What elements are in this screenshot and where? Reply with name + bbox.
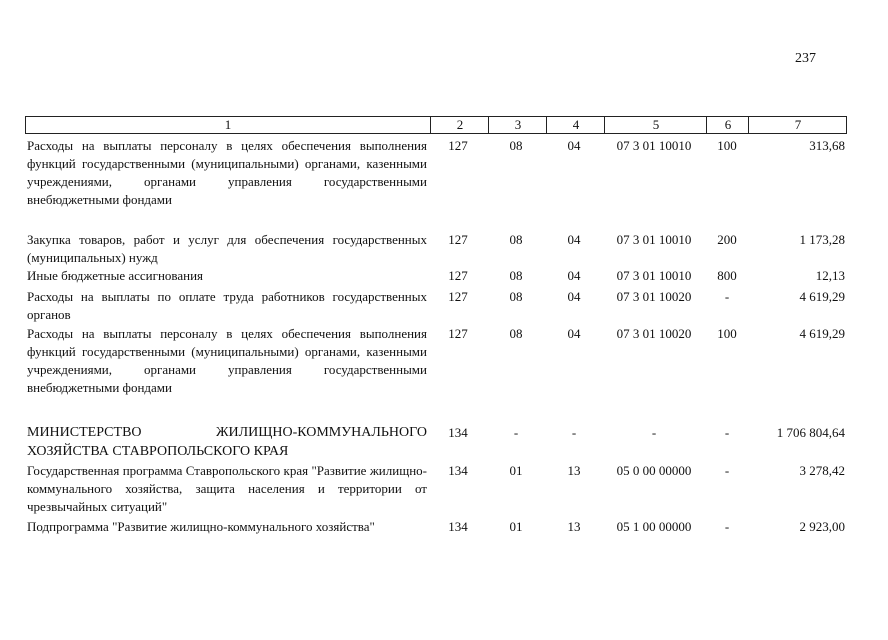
header-col-1: 1: [224, 117, 232, 132]
row-amount: 12,13: [815, 268, 845, 283]
header-col-4: 4: [546, 117, 605, 133]
row-section: -: [513, 425, 519, 440]
row-target-article: 07 3 01 10010: [616, 232, 692, 247]
row-section: 01: [509, 519, 523, 534]
row-section: 08: [509, 326, 523, 341]
row-description: Государственная программа Ставропольского края "Развитие жилищно-коммунального хозяйства, защита населения и территории от чрезвычайных ситуаций": [27, 463, 427, 514]
row-subsection: 13: [567, 519, 581, 534]
row-amount: 1 706 804,64: [776, 425, 845, 440]
row-subsection: 04: [567, 268, 581, 283]
row-amount: 1 173,28: [799, 232, 845, 247]
row-target-article: 05 1 00 00000: [616, 519, 692, 534]
header-col-7: 7: [748, 117, 847, 133]
row-subsection: 04: [567, 326, 581, 341]
page-number: 237: [795, 51, 816, 66]
row-amount: 2 923,00: [799, 519, 845, 534]
row-ministry-code: 127: [448, 268, 468, 283]
row-ministry-code: 134: [448, 463, 468, 478]
row-expense-type: 200: [717, 232, 737, 247]
row-amount: 4 619,29: [799, 289, 845, 304]
row-target-article: 05 0 00 00000: [616, 463, 692, 478]
row-target-article: 07 3 01 10010: [616, 138, 692, 153]
row-target-article: -: [651, 425, 657, 440]
row-target-article: 07 3 01 10020: [616, 289, 692, 304]
row-amount: 3 278,42: [799, 463, 845, 478]
table-header: [25, 116, 847, 134]
row-amount: 4 619,29: [799, 326, 845, 341]
row-target-article: 07 3 01 10010: [616, 268, 692, 283]
row-amount: 313,68: [809, 138, 845, 153]
row-expense-type: -: [724, 463, 730, 478]
row-subsection: -: [571, 425, 577, 440]
header-col-3: 3: [488, 117, 547, 133]
header-col-6: 6: [706, 117, 749, 133]
row-target-article: 07 3 01 10020: [616, 326, 692, 341]
header-col-5: 5: [604, 117, 707, 133]
row-description: Иные бюджетные ассигнования: [27, 268, 204, 283]
row-section: 08: [509, 289, 523, 304]
row-ministry-code: 134: [448, 425, 468, 440]
row-section: 01: [509, 463, 523, 478]
row-expense-type: -: [724, 519, 730, 534]
row-description: Расходы на выплаты по оплате труда работников государственных органов: [27, 289, 427, 322]
row-description: МИНИСТЕРСТВО ЖИЛИЩНО-КОММУНАЛЬНОГО ХОЗЯЙСТВА СТАВРОПОЛЬСКОГО КРАЯ: [27, 425, 427, 459]
row-expense-type: 800: [717, 268, 737, 283]
row-subsection: 04: [567, 232, 581, 247]
row-description: Расходы на выплаты персоналу в целях обеспечения выполнения функций государственными (муниципальными) органами, казенными учреждениями, органами управления государственными внебюджетными фондами: [27, 138, 427, 207]
row-ministry-code: 127: [448, 138, 468, 153]
row-description: Закупка товаров, работ и услуг для обеспечения государственных (муниципальных) нужд: [27, 232, 427, 265]
row-expense-type: 100: [717, 326, 737, 341]
row-expense-type: -: [724, 289, 730, 304]
row-subsection: 13: [567, 463, 581, 478]
row-description: Расходы на выплаты персоналу в целях обеспечения выполнения функций государственными (муниципальными) органами, казенными учреждениями, органами управления государственными внебюджетными фондами: [27, 326, 427, 395]
row-section: 08: [509, 268, 523, 283]
row-ministry-code: 127: [448, 289, 468, 304]
row-section: 08: [509, 232, 523, 247]
row-ministry-code: 127: [448, 232, 468, 247]
row-ministry-code: 134: [448, 519, 468, 534]
row-expense-type: 100: [717, 138, 737, 153]
row-subsection: 04: [567, 289, 581, 304]
row-subsection: 04: [567, 138, 581, 153]
header-col-2: 2: [430, 117, 489, 133]
row-expense-type: -: [724, 425, 730, 440]
row-description: Подпрограмма "Развитие жилищно-коммунального хозяйства": [27, 519, 375, 534]
row-ministry-code: 127: [448, 326, 468, 341]
row-section: 08: [509, 138, 523, 153]
